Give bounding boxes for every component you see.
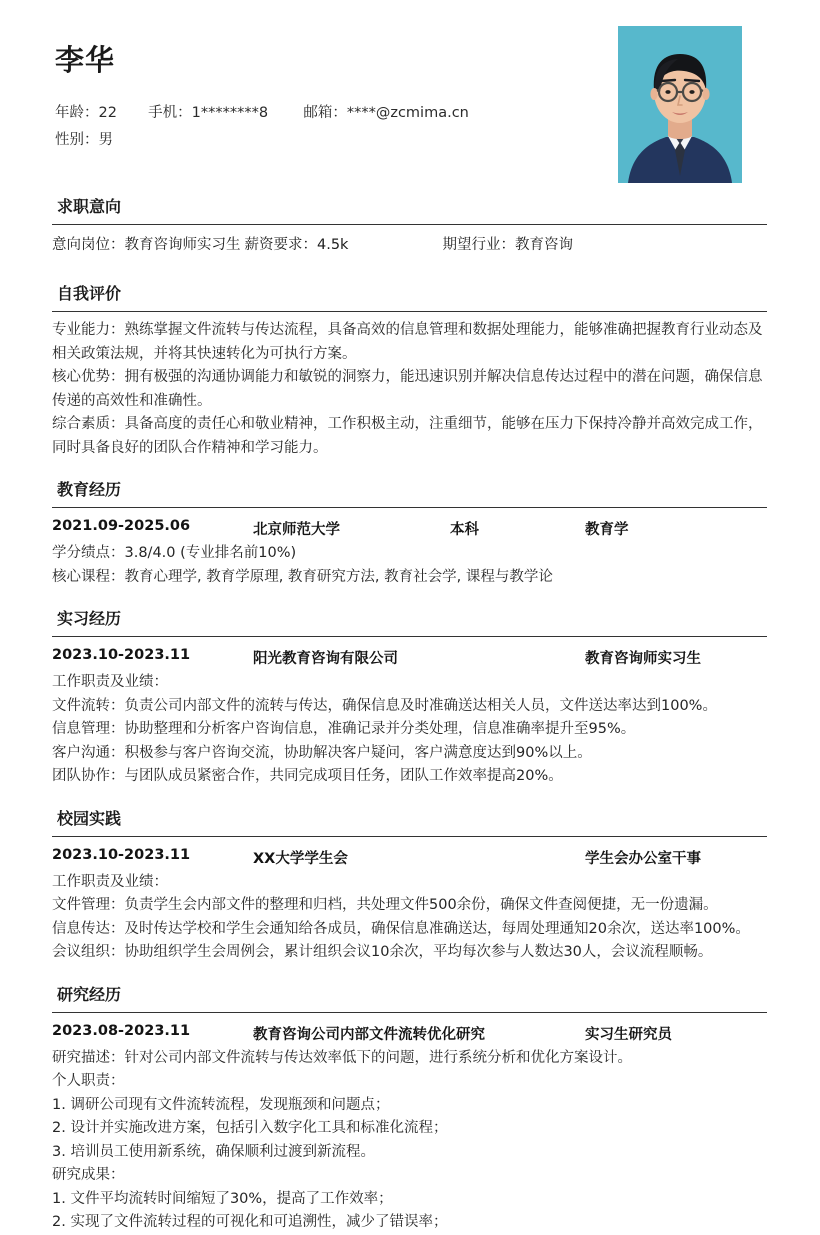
spacer	[0, 789, 820, 808]
research-details	[52, 1047, 768, 1235]
list-item: 工作职责及业绩：	[52, 674, 168, 690]
paragraph: 综合素质：具备高度的责任心和敬业精神，工作积极主动，注重细节，能够在压力下保持冷静并高效完成工作，同时具备良好的团队合作精神和学习能力。	[52, 416, 763, 456]
section-self-evaluation	[0, 283, 820, 460]
phone-value: 1********8	[191, 105, 269, 121]
list-item: 研究成果：	[52, 1167, 125, 1183]
email-label: 邮箱：	[303, 105, 347, 121]
list-item: 文件管理：负责学生会内部文件的整理和归档，共处理文件500余份，确保文件查阅便捷，无一份遗漏。	[52, 897, 718, 913]
email-value: ****@zcmima.cn	[346, 105, 469, 121]
paragraph: 核心优势：拥有极强的沟通协调能力和敏锐的洞察力，能迅速识别并解决信息传达过程中的潜在问题，确保信息传递的高效性和准确性。	[52, 369, 763, 409]
list-item: 信息传达：及时传达学校和学生会通知给各成员，确保信息准确送达，每周处理通知20余次，送达率100%。	[52, 920, 750, 937]
job-intent-line	[52, 225, 768, 257]
section-title-campus-practice: 校园实践	[57, 808, 122, 828]
intent-salary-label: 薪资要求：	[244, 237, 317, 253]
intent-position-label: 意向岗位：	[52, 237, 125, 253]
education-details	[52, 542, 768, 589]
internship-entry-header	[52, 647, 768, 671]
list-item: 团队协作：与团队成员紧密合作，共同完成项目任务，团队工作效率提高20%。	[52, 768, 563, 784]
spacer	[0, 589, 820, 608]
email-field	[303, 100, 469, 127]
education-school: 北京师范大学	[253, 522, 340, 538]
list-item: 工作职责及业绩：	[52, 873, 168, 890]
internship-role: 教育咨询师实习生	[585, 651, 701, 667]
age-label: 年龄：	[55, 105, 99, 121]
education-entry-header	[52, 518, 768, 542]
age-field	[55, 100, 117, 127]
list-item: 1. 文件平均流转时间缩短了30%，提高了工作效率；	[52, 1190, 393, 1207]
intent-position-value: 教育咨询师实习生	[124, 237, 241, 253]
campus-details	[52, 871, 768, 965]
self-evaluation-body	[52, 312, 768, 460]
gender-label: 性别：	[55, 132, 99, 148]
campus-organization: XX大学学生会	[253, 850, 348, 867]
research-project: 教育咨询公司内部文件流转优化研究	[253, 1026, 485, 1043]
avatar	[618, 26, 742, 183]
paragraph: 专业能力：熟练掌握文件流转与传达流程，具备高效的信息管理和数据处理能力，能够准确把握教育行业动态及相关政策法规，并将其快速转化为可执行方案。	[52, 322, 763, 362]
section-divider	[52, 636, 767, 637]
section-title-internship: 实习经历	[57, 609, 122, 628]
intent-industry-label: 期望行业：	[442, 237, 515, 253]
list-item: 信息管理：协助整理和分析客户咨询信息，准确记录并分类处理，信息准确率提升至95%。	[52, 721, 636, 737]
section-title-education: 教育经历	[57, 480, 122, 499]
list-item: 研究描述：针对公司内部文件流转与传达效率低下的问题，进行系统分析和优化方案设计。	[52, 1049, 632, 1066]
page-title: 李华	[55, 43, 116, 77]
intent-industry-value: 教育咨询	[514, 237, 573, 253]
section-divider	[52, 836, 767, 837]
spacer	[0, 460, 820, 479]
education-courses-line: 核心课程：教育心理学, 教育学原理, 教育研究方法, 教育社会学, 课程与教学论	[52, 568, 553, 585]
spacer	[0, 965, 820, 984]
campus-date: 2023.10-2023.11	[52, 846, 191, 863]
list-item: 会议组织：协助组织学生会周例会，累计组织会议10余次，平均每次参与人数达30人，会议流程顺畅。	[52, 944, 713, 960]
research-role: 实习生研究员	[585, 1026, 672, 1043]
phone-label: 手机：	[148, 105, 192, 121]
phone-field	[148, 100, 268, 127]
list-item: 客户沟通：积极参与客户咨询交流，协助解决客户疑问，客户满意度达到90%以上。	[52, 744, 592, 761]
internship-date: 2023.10-2023.11	[52, 647, 191, 663]
internship-company: 阳光教育咨询有限公司	[253, 651, 398, 667]
list-item: 3. 培训员工使用新系统，确保顺利过渡到新流程。	[52, 1143, 375, 1160]
section-divider	[52, 1012, 767, 1013]
education-date: 2021.09-2025.06	[52, 518, 191, 534]
education-major: 教育学	[585, 522, 629, 538]
section-title-job-intent: 求职意向	[57, 197, 122, 216]
research-date: 2023.08-2023.11	[52, 1022, 191, 1039]
education-degree: 本科	[450, 522, 479, 538]
list-item: 个人职责：	[52, 1073, 125, 1089]
section-research	[0, 984, 820, 1235]
section-education	[0, 479, 820, 589]
section-internship	[0, 608, 820, 789]
resume-header	[0, 0, 820, 196]
research-entry-header	[52, 1023, 768, 1047]
intent-salary-value: 4.5k	[317, 237, 349, 253]
section-title-research: 研究经历	[57, 984, 122, 1004]
campus-entry-header	[52, 847, 768, 871]
age-value: 22	[98, 105, 117, 121]
education-gpa-line: 学分绩点：3.8/4.0 (专业排名前10%)	[52, 545, 297, 561]
section-divider	[52, 507, 767, 508]
section-title-self-evaluation: 自我评价	[57, 284, 122, 303]
list-item: 2. 实现了文件流转过程的可视化和可追溯性，减少了错误率；	[52, 1214, 448, 1230]
gender-field	[55, 127, 113, 154]
campus-role: 学生会办公室干事	[585, 850, 701, 867]
gender-value: 男	[98, 132, 113, 148]
list-item: 2. 设计并实施改进方案，包括引入数字化工具和标准化流程；	[52, 1120, 448, 1136]
section-job-intent	[0, 196, 820, 257]
list-item: 1. 调研公司现有文件流转流程，发现瓶颈和问题点；	[52, 1096, 390, 1113]
section-campus-practice	[0, 808, 820, 965]
portrait-photo-icon	[618, 26, 742, 183]
list-item: 文件流转：负责公司内部文件的流转与传达，确保信息及时准确送达相关人员，文件送达率达到100%。	[52, 697, 717, 714]
internship-details	[52, 671, 768, 789]
spacer	[0, 257, 820, 283]
